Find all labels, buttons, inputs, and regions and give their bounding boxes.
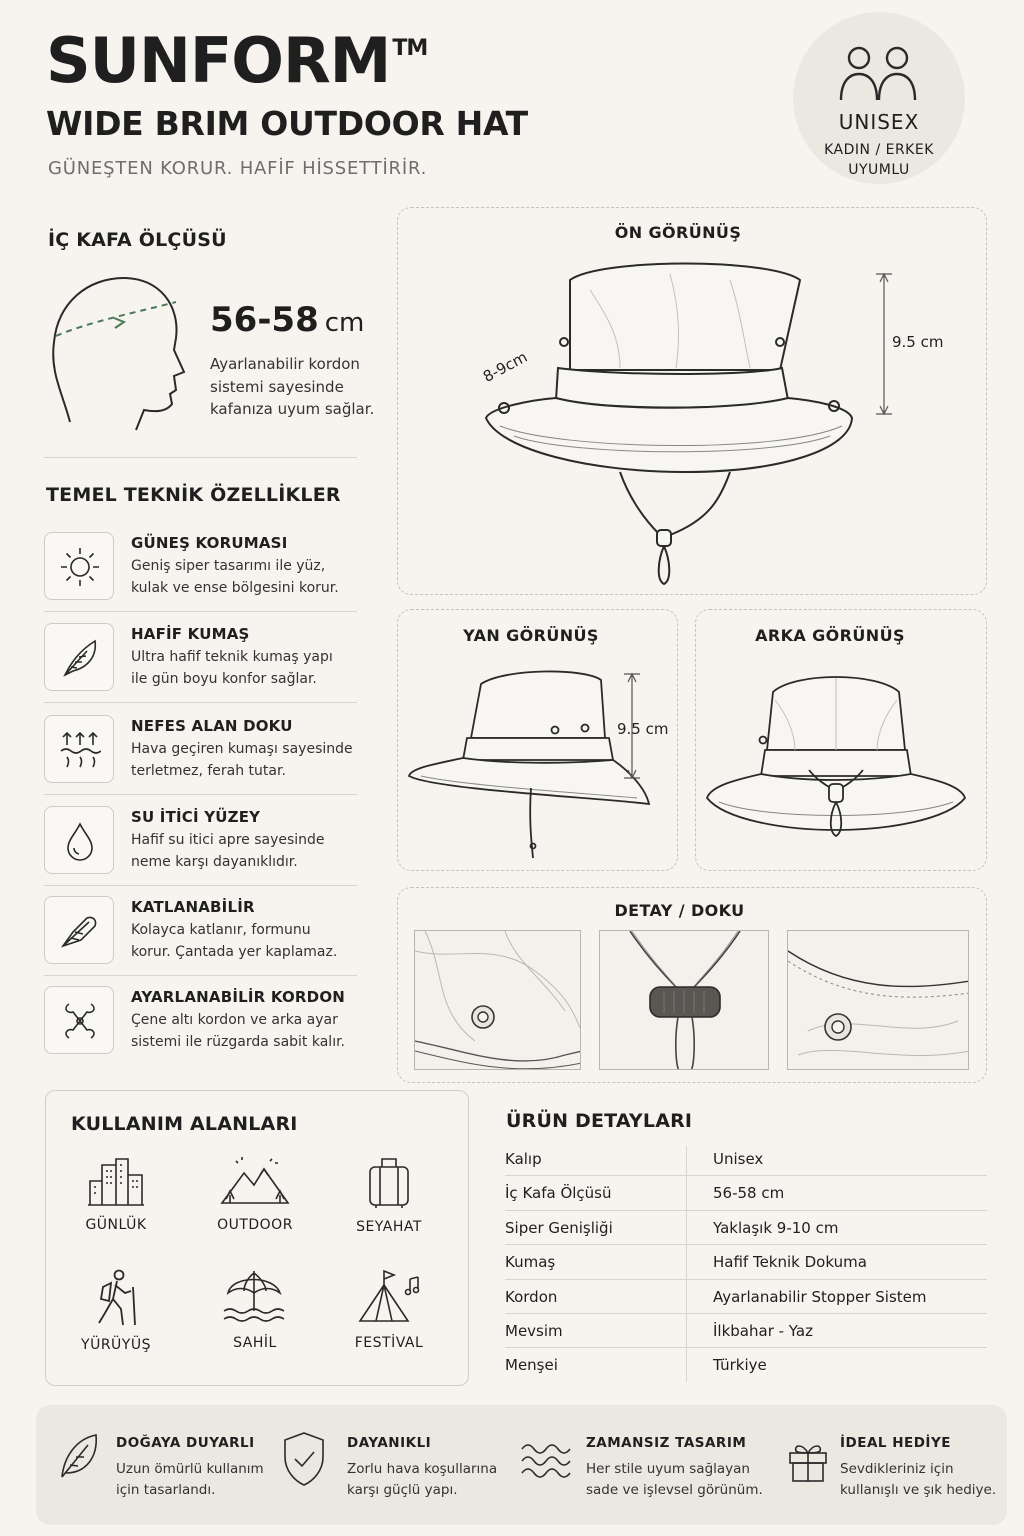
specs-title: ÜRÜN DETAYLARI xyxy=(506,1110,693,1132)
hat-back-illustration xyxy=(705,670,967,850)
unisex-badge xyxy=(793,12,965,184)
table-row: İç Kafa Ölçüsü 56-58 cm xyxy=(505,1176,987,1210)
brim-width-label: 8-9cm xyxy=(480,347,531,386)
mountain-icon xyxy=(220,1155,290,1207)
footer-bar xyxy=(36,1405,1007,1525)
table-row: Siper Genişliği Yaklaşık 9-10 cm xyxy=(505,1211,987,1245)
leaf-icon xyxy=(56,1431,100,1481)
beach-umbrella-icon xyxy=(222,1267,288,1325)
table-row: Mevsim İlkbahar - Yaz xyxy=(505,1314,987,1348)
table-row: Kordon Ayarlanabilir Stopper Sistem xyxy=(505,1280,987,1314)
usage-beach: SAHİL xyxy=(190,1267,320,1351)
feature-adjustable-cord: AYARLANABİLİR KORDON Çene altı kordon ve arka ayar sistemi ile rüzgarda sabit kalır. xyxy=(44,974,357,1064)
usage-festival: FESTİVAL xyxy=(324,1267,454,1351)
tagline: GÜNEŞTEN KORUR. HAFİF HİSSETTİRİR. xyxy=(48,158,428,179)
city-icon xyxy=(86,1155,146,1207)
cord-stopper-detail xyxy=(599,930,769,1070)
feature-water-repellent: SU İTİCİ YÜZEY Hafif su itici apre sayesinde neme karşı dayanıklıdır. xyxy=(44,794,357,884)
usage-hiking: YÜRÜYÜŞ xyxy=(51,1269,181,1353)
head-size-title: İÇ KAFA ÖLÇÜSÜ xyxy=(48,229,227,251)
feature-lightweight: HAFİF KUMAŞ Ultra hafif teknik kumaş yapı ile gün boyu konfor sağlar. xyxy=(44,611,357,701)
suitcase-icon xyxy=(366,1155,412,1209)
feature-sun-protection: GÜNEŞ KORUMASI Geniş siper tasarımı ile yüz, kulak ve ense bölgesini korur. xyxy=(44,520,357,610)
section-divider xyxy=(44,457,357,458)
footer-timeless: ZAMANSIZ TASARIM Her stile uyum sağlayan sade ve işlevsel görünüm. xyxy=(520,1405,770,1525)
side-height-label: 9.5 cm xyxy=(617,720,669,738)
tent-icon xyxy=(356,1267,422,1325)
side-view-title: YAN GÖRÜNÜŞ xyxy=(463,626,599,645)
footer-eco: DOĞAYA DUYARLI Uzun ömürlü kullanım için tasarlandı. xyxy=(56,1405,266,1525)
brim-eyelet-detail xyxy=(787,930,969,1070)
footer-gift: İDEAL HEDİYE Sevdikleriniz için kullanışlı ve şık hediye. xyxy=(788,1405,1003,1525)
sun-icon xyxy=(59,546,101,588)
two-people-icon xyxy=(839,44,919,104)
front-view-title: ÖN GÖRÜNÜŞ xyxy=(614,223,742,242)
features-title: TEMEL TEKNİK ÖZELLİKLER xyxy=(46,484,341,506)
feature-breathable: NEFES ALAN DOKU Hava geçiren kumaşı sayesinde terletmez, ferah tutar. xyxy=(44,703,357,793)
usage-daily: GÜNLÜK xyxy=(51,1155,181,1233)
usage-title: KULLANIM ALANLARI xyxy=(71,1113,298,1135)
airflow-icon xyxy=(59,729,101,771)
head-size-description: Ayarlanabilir kordon sistemi sayesinde kafanıza uyum sağlar. xyxy=(210,355,375,418)
detail-title: DETAY / DOKU xyxy=(614,901,745,920)
product-subtitle: WIDE BRIM OUTDOOR HAT xyxy=(46,104,528,143)
unisex-title: UNISEX xyxy=(838,110,920,134)
table-row: Kalıp Unisex xyxy=(505,1142,987,1176)
usage-panel xyxy=(45,1090,469,1386)
usage-travel: SEYAHAT xyxy=(324,1155,454,1235)
gift-icon xyxy=(788,1439,828,1483)
water-drop-icon xyxy=(59,820,101,862)
fabric-eyelet-detail xyxy=(414,930,581,1070)
shield-check-icon xyxy=(281,1431,327,1487)
head-profile-icon xyxy=(48,272,188,434)
hiker-icon xyxy=(91,1269,141,1327)
specs-table xyxy=(505,1142,987,1383)
cord-icon xyxy=(59,1000,101,1042)
head-size-value: 56-58 cm xyxy=(210,300,365,340)
usage-outdoor: OUTDOOR xyxy=(190,1155,320,1233)
fold-icon xyxy=(59,910,101,952)
hat-side-illustration xyxy=(405,668,655,868)
table-row: Kumaş Hafif Teknik Dokuma xyxy=(505,1245,987,1279)
front-height-label: 9.5 cm xyxy=(892,333,944,351)
hat-front-illustration xyxy=(470,250,900,590)
unisex-subtitle: KADIN / ERKEK UYUMLU xyxy=(824,142,934,178)
brand-title: SUNFORM™ xyxy=(46,24,428,97)
feature-foldable: KATLANABİLİR Kolayca katlanır, formunu korur. Çantada yer kaplamaz. xyxy=(44,884,357,974)
table-row: Menşei Türkiye xyxy=(505,1356,767,1375)
waves-icon xyxy=(520,1439,572,1479)
trademark: TM xyxy=(392,36,428,61)
feather-icon xyxy=(59,637,101,679)
back-view-title: ARKA GÖRÜNÜŞ xyxy=(755,626,905,645)
footer-durable: DAYANIKLI Zorlu hava koşullarına karşı güçlü yapı. xyxy=(281,1405,501,1525)
